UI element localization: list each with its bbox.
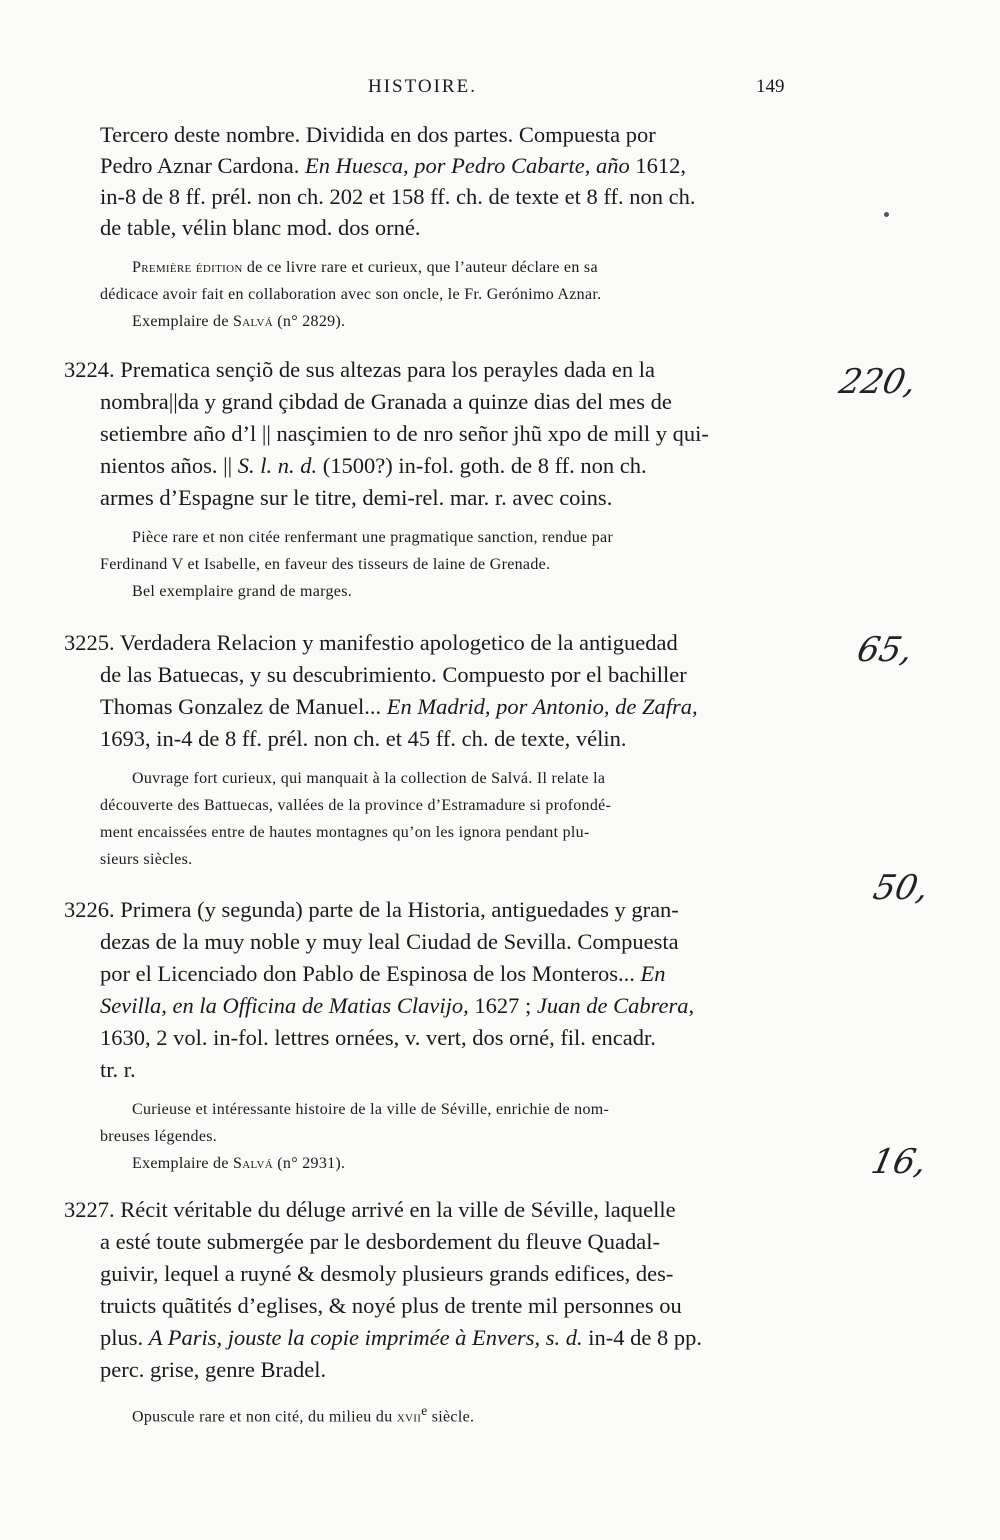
entry-line: 3227. Récit véritable du déluge arrivé en la ville de Séville, laquelle xyxy=(64,1197,676,1222)
entry-line: a esté toute submergée par le desbordement du fleuve Quadal- xyxy=(100,1229,660,1254)
note-line: sieurs siècles. xyxy=(100,851,193,868)
entry-line: 3226. Primera (y segunda) parte de la Historia, antiguedades y gran- xyxy=(64,897,679,922)
entry-line: Thomas Gonzalez de Manuel... En Madrid, por Antonio, de Zafra, xyxy=(100,694,698,719)
entry-number: 3225. xyxy=(64,630,115,655)
page-number: 149 xyxy=(756,76,785,97)
entry-line: 1630, 2 vol. in-fol. lettres ornées, v. vert, dos orné, fil. encadr. xyxy=(100,1025,656,1050)
note-line: Bel exemplaire grand de marges. xyxy=(132,583,353,600)
entry-line: guivir, lequel a ruyné & desmoly plusieurs grands edifices, des- xyxy=(100,1261,674,1286)
note-line: Exemplaire de Salvá (n° 2829). xyxy=(132,313,346,330)
entry-line: in-8 de 8 ff. prél. non ch. 202 et 158 ff. ch. de texte et 8 ff. non ch. xyxy=(100,184,696,209)
entry-line: Sevilla, en la Officina de Matias Clavijo, 1627 ; Juan de Cabrera, xyxy=(100,993,695,1018)
entry-line: truicts quãtités d’eglises, & noyé plus de trente mil personnes ou xyxy=(100,1293,682,1318)
entry-line: Tercero deste nombre. Dividida en dos partes. Compuesta por xyxy=(100,122,656,147)
entry-line: de las Batuecas, y su descubrimiento. Compuesto por el bachiller xyxy=(100,662,687,687)
page-header xyxy=(0,76,1000,106)
entry-number: 3226. xyxy=(64,897,115,922)
note-line: découverte des Battuecas, vallées de la province d’Estramadure si profondé- xyxy=(100,797,612,814)
entry-line: perc. grise, genre Bradel. xyxy=(100,1357,327,1382)
entry-line: 3225. Verdadera Relacion y manifestio apologetico de la antiguedad xyxy=(64,630,678,655)
note-line: dédicace avoir fait en collaboration avec son oncle, le Fr. Gerónimo Aznar. xyxy=(100,286,602,303)
note-line: Curieuse et intéressante histoire de la ville de Séville, enrichie de nom- xyxy=(132,1101,610,1118)
handwritten-price: 50, xyxy=(869,868,933,908)
entry-line: plus. A Paris, jouste la copie imprimée à Envers, s. d. in-4 de 8 pp. xyxy=(100,1325,703,1350)
note-line: Première édition de ce livre rare et curieux, que l’auteur déclare en sa xyxy=(132,259,598,276)
note-line: Pièce rare et non citée renfermant une pragmatique sanction, rendue par xyxy=(132,529,614,546)
handwritten-price: 220, xyxy=(835,362,920,402)
entry-line: por el Licenciado don Pablo de Espinosa de los Monteros... En xyxy=(100,961,666,986)
entry-line: nientos años. || S. l. n. d. (1500?) in-fol. goth. de 8 ff. non ch. xyxy=(100,453,647,478)
running-title: HISTOIRE. xyxy=(368,76,477,97)
ink-spot xyxy=(884,212,889,217)
handwritten-price: 65, xyxy=(853,630,917,670)
entry-line: armes d’Espagne sur le titre, demi-rel. mar. r. avec coins. xyxy=(100,485,613,510)
entry-number: 3224. xyxy=(64,357,115,382)
note-line: ment encaissées entre de hautes montagnes qu’on les ignora pendant plu- xyxy=(100,824,590,841)
entry-line: dezas de la muy noble y muy leal Ciudad de Sevilla. Compuesta xyxy=(100,929,679,954)
handwritten-price: 16, xyxy=(867,1142,931,1182)
note-line: breuses légendes. xyxy=(100,1128,218,1145)
entry-line: 1693, in-4 de 8 ff. prél. non ch. et 45 ff. ch. de texte, vélin. xyxy=(100,726,627,751)
note-line: Ouvrage fort curieux, qui manquait à la collection de Salvá. Il relate la xyxy=(132,770,606,787)
entry-line: de table, vélin blanc mod. dos orné. xyxy=(100,215,421,240)
entry-line: Pedro Aznar Cardona. En Huesca, por Pedro Cabarte, año 1612, xyxy=(100,153,686,178)
entry-line: nombra||da y grand çibdad de Granada a quinze dias del mes de xyxy=(100,389,672,414)
entry-line: setiembre año d’l || nasçimien to de nro señor jhũ xpo de mill y qui- xyxy=(100,421,709,446)
entry-number: 3227. xyxy=(64,1197,115,1222)
entry-line: 3224. Prematica sençiõ de sus altezas para los perayles dada en la xyxy=(64,357,656,382)
note-line: Exemplaire de Salvá (n° 2931). xyxy=(132,1155,346,1172)
entry-line: tr. r. xyxy=(100,1057,136,1082)
note-line: Opuscule rare et non cité, du milieu du xvii$^e$ siècle. xyxy=(132,1403,475,1426)
note-line: Ferdinand V et Isabelle, en faveur des tisseurs de laine de Grenade. xyxy=(100,556,551,573)
